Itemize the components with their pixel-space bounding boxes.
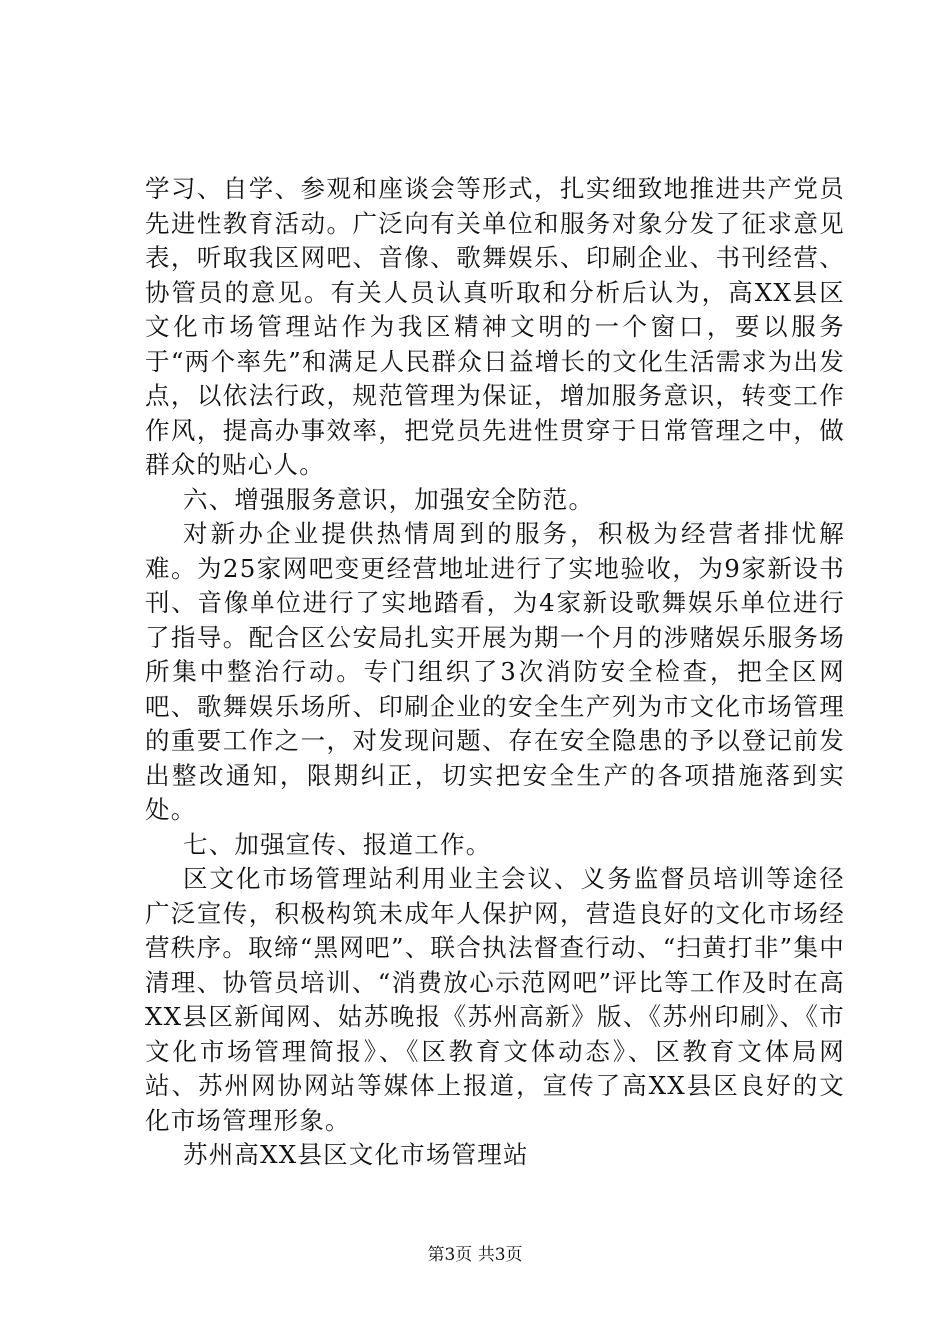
heading-section-seven: 七、加强宣传、报道工作。: [183, 829, 492, 859]
document-body: [145, 172, 845, 1173]
paragraph-continued-activities: 学习、自学、参观和座谈会等形式，扎实细致地推进共产党员先进性教育活动。广泛向有关单位和服务对象分发了征求意见表，听取我区网吧、音像、歌舞娱乐、印刷企业、书刊经营、协管员的意见。有关人员认真听取和分析后认为，高XX县区文化市场管理站作为我区精神文明的一个窗口，要以服务于“两个率先”和满足人民群众日益增长的文化生活需求为出发点，以依法行政，规范管理为保证，增加服务意识，转变工作作风，提高办事效率，把党员先进性贯穿于日常管理之中，做群众的贴心人。: [145, 174, 845, 479]
signature-organization: 苏州高XX县区文化市场管理站: [183, 1140, 529, 1169]
paragraph-publicity: 区文化市场管理站利用业主会议、义务监督员培训等途径广泛宣传，积极构筑未成年人保护网，营造良好的文化市场经营秩序。取缔“黑网吧”、联合执法督查行动、“扫黄打非”集中清理、协管员培训、“消费放心示范网吧”评比等工作及时在高XX县区新闻网、姑苏晚报《苏州高新》版、《苏州印刷》、《市文化市场管理简报》、《区教育文体动态》、区教育文体局网站、苏州网协网站等媒体上报道，宣传了高XX县区良好的文化市场管理形象。: [145, 864, 845, 1135]
paragraph-service-safety: 对新办企业提供热情周到的服务，积极为经营者排忧解难。为25家网吧变更经营地址进行了实地验收，为9家新设书刊、音像单位进行了实地踏看，为4家新设歌舞娱乐单位进行了指导。配合区公安局扎实开展为期一个月的涉赌娱乐服务场所集中整治行动。专门组织了3次消防安全检查，把全区网吧、歌舞娱乐场所、印刷企业的安全生产列为市文化市场管理的重要工作之一，对发现问题、存在安全隐患的予以登记前发出整改通知，限期纠正，切实把安全生产的各项措施落到实处。: [145, 519, 845, 824]
page-footer: 第3页 共3页: [427, 1245, 523, 1265]
heading-section-six: 六、增强服务意识，加强安全防范。: [183, 484, 595, 514]
